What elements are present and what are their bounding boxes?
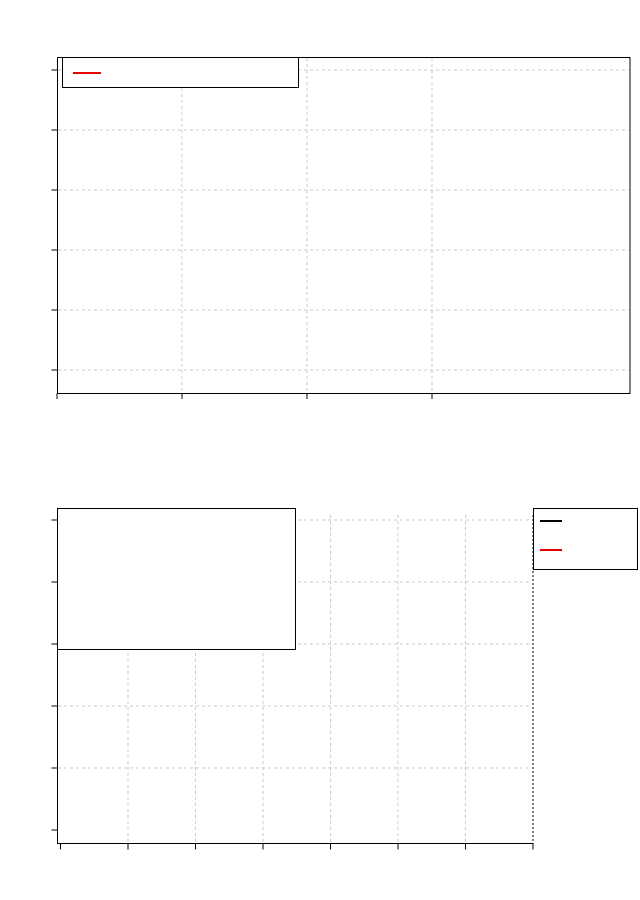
x-tick-label [513, 852, 553, 868]
x-tick-label [41, 852, 81, 868]
black-line-sample-icon [540, 520, 562, 522]
legend-item [540, 543, 637, 558]
y-tick-label [16, 636, 50, 652]
spi-category-legend [57, 508, 296, 650]
red-line-sample-icon [73, 72, 101, 74]
x-tick-label [378, 852, 418, 868]
top-plot-border [58, 58, 631, 394]
gamma-cdf-panel [52, 58, 631, 400]
y-tick-label [16, 574, 50, 590]
x-tick-label [402, 400, 462, 416]
x-tick-label [277, 400, 337, 416]
legend-item [63, 58, 298, 87]
x-tick-label [176, 852, 216, 868]
x-tick-label [243, 852, 283, 868]
bottom-curve-legend [533, 508, 638, 570]
top-gridlines [58, 58, 629, 392]
x-tick-label [311, 852, 351, 868]
y-tick-label [16, 760, 50, 776]
top-axis-ticks [52, 70, 433, 399]
y-tick-label [16, 242, 50, 258]
legend-item-wrap [540, 529, 637, 544]
bottom-threshold-label [12, 815, 50, 831]
top-legend [62, 57, 299, 88]
x-tick-label [108, 852, 148, 868]
y-tick-label [16, 122, 50, 138]
y-tick-label [16, 62, 50, 78]
top-threshold-label [12, 355, 50, 371]
x-tick-label [446, 852, 486, 868]
y-tick-label [16, 698, 50, 714]
x-tick-label [152, 400, 212, 416]
x-tick-label [27, 400, 87, 416]
y-tick-label [16, 302, 50, 318]
legend-item [540, 514, 637, 529]
red-line-sample-icon [540, 549, 562, 551]
y-tick-label [16, 182, 50, 198]
y-tick-label [16, 512, 50, 528]
